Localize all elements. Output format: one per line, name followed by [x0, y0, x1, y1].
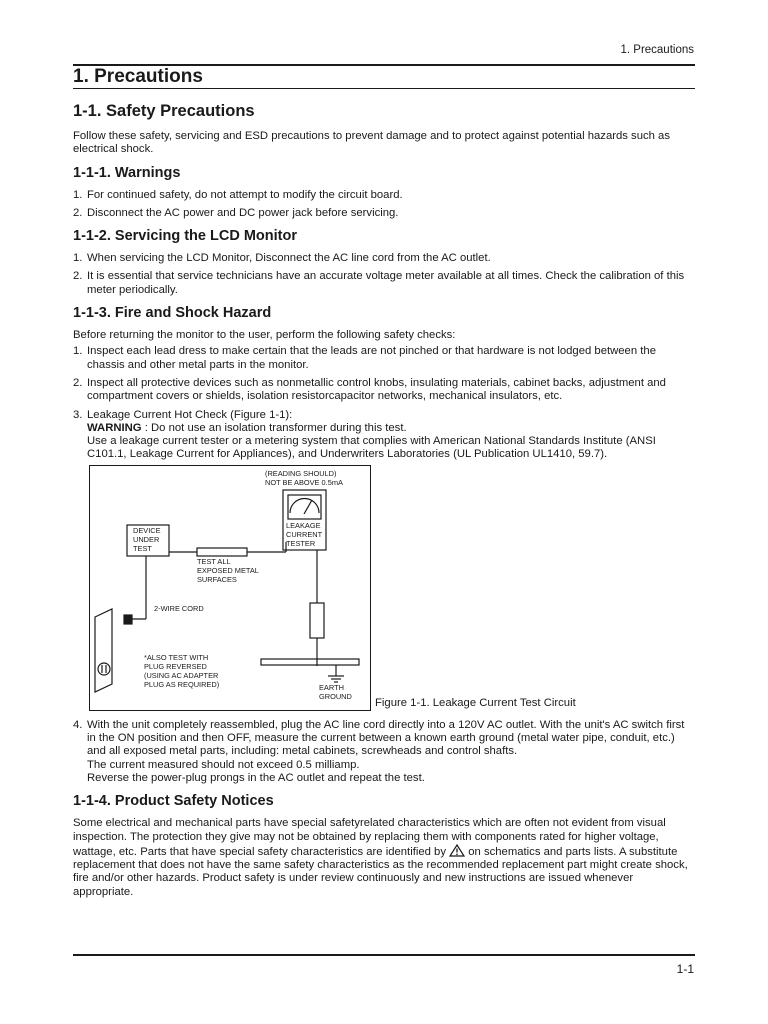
tester-label-line1: LEAKAGE	[286, 520, 321, 530]
reading-note-line1: (READING SHOULD)	[265, 468, 337, 478]
fire-intro: Before returning the monitor to the user, perform the following safety checks:	[73, 329, 456, 342]
list-item: 3. Leakage Current Hot Check (Figure 1-1): WARNING : Do not use an isolation transformer during this test. Use a leakage current tester or a metering system that complies with American National Standards Institute (ANSI C101.1, Leakage Current for Appliances), and Underwriters Laboratories (UL Publication UL1410, 59.7).	[73, 408, 656, 461]
servicing-list	[73, 252, 691, 297]
safety-intro: Follow these safety, servicing and ESD precautions to prevent damage and to protect against potential hazards such as electrical shock.	[73, 130, 670, 156]
ground-plate	[261, 659, 359, 665]
resistor	[310, 603, 324, 638]
meter-scale	[290, 498, 319, 513]
test-label-line3: SURFACES	[197, 574, 237, 584]
page-number: 1-1	[676, 962, 694, 976]
figure-caption: Figure 1-1. Leakage Current Test Circuit	[375, 696, 576, 709]
list-item: 4. With the unit completely reassembled, plug the AC line cord directly into a 120V AC outlet. With the unit's AC switch first in the ON position and then OFF, measure the current between a known earth ground (metal water pipe, conduit, etc.) and all exposed metal parts, including: metal cabinets, screwheads and control shafts. The current measured should not exceed 0.5 milliamp. Reverse the power-plug prongs in the AC outlet and repeat the test.	[73, 718, 685, 784]
earth-label-line2: GROUND	[319, 691, 352, 701]
heading-servicing: 1-1-2. Servicing the LCD Monitor	[73, 228, 297, 245]
tester-label-line2: CURRENT	[286, 529, 323, 539]
earth-label-line1: EARTH	[319, 682, 344, 692]
page-title: 1. Precautions	[73, 64, 695, 89]
document-body	[73, 99, 691, 902]
fire-list-continued	[73, 719, 691, 785]
also-test-line4: PLUG AS REQUIRED)	[144, 679, 220, 689]
list-item: 1. When servicing the LCD Monitor, Disconnect the AC line cord from the AC outlet.	[73, 252, 491, 265]
warning-triangle-icon	[449, 844, 465, 857]
also-test-line1: *ALSO TEST WITH	[144, 652, 209, 662]
reading-note-line2: NOT BE ABOVE 0.5mA	[265, 477, 343, 487]
section-heading-safety-precautions: 1-1. Safety Precautions	[73, 102, 255, 120]
footer-rule	[73, 954, 695, 956]
product-safety-text: Some electrical and mechanical parts have special safetyrelated characteristics which are often not evident from visual inspection. The protection they give may not be obtained by replacing them with components rated for higher voltage, wattage, etc. Parts that have special safety characteristics are identified by on schematics and parts lists. A substitute replacement that does not have the same safety characteristics as the recommended replacement part might create shock, fire and/or other hazards. Product safety is under review continuously and new instructions are issued whenever appropriate.	[73, 817, 688, 898]
device-label-line3: TEST	[133, 543, 152, 553]
cord-label: 2-WIRE CORD	[154, 603, 204, 613]
heading-warnings: 1-1-1. Warnings	[73, 164, 181, 181]
list-item: 1. Inspect each lead dress to make certain that the leads are not pinched or that hardware is not lodged between the chassis and other metal parts in the monitor.	[73, 345, 656, 371]
also-test-line2: PLUG REVERSED	[144, 661, 207, 671]
warning-label: WARNING	[87, 421, 142, 434]
device-label-line1: DEVICE	[133, 525, 161, 535]
list-item: 2. Inspect all protective devices such as nonmetallic control knobs, insulating materials, cabinet backs, adjustment and compartment covers or shields, isolation resistorcapacitor networks, mechanical insulators, etc.	[73, 376, 666, 403]
heading-fire-shock: 1-1-3. Fire and Shock Hazard	[73, 305, 272, 322]
list-item: 1. For continued safety, do not attempt to modify the circuit board.	[73, 188, 403, 201]
warnings-list	[73, 189, 691, 221]
test-label-line1: TEST ALL	[197, 556, 231, 566]
device-label-line2: UNDER	[133, 534, 160, 544]
tester-label-line3: TESTER	[286, 538, 316, 548]
circuit-drawing	[90, 466, 370, 710]
fire-list	[73, 345, 691, 461]
also-test-line3: (USING AC ADAPTER	[144, 670, 219, 680]
figure-leakage-test	[89, 465, 691, 715]
meter-needle	[304, 500, 312, 514]
list-item: 2. Disconnect the AC power and DC power jack before servicing.	[73, 206, 399, 219]
wall-outlet	[95, 609, 112, 692]
leakage-circuit-diagram	[89, 465, 371, 711]
test-label-line2: EXPOSED METAL	[197, 565, 259, 575]
heading-product-safety: 1-1-4. Product Safety Notices	[73, 793, 274, 810]
exposed-metal-probe	[197, 548, 247, 556]
running-header: 1. Precautions	[620, 44, 694, 56]
list-item: 2. It is essential that service technicians have an accurate voltage meter available at all times. Check the calibration of this meter periodically.	[73, 270, 685, 296]
